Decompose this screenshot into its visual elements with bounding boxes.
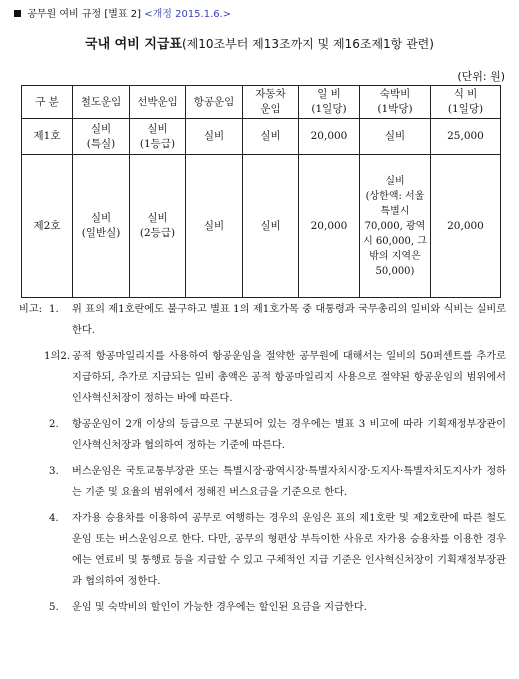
row2-rail	[73, 155, 130, 298]
remark-number: 5.	[49, 602, 59, 613]
remark-item	[19, 508, 506, 592]
header-air: 항공운임	[186, 86, 243, 119]
table-row	[22, 155, 501, 298]
remark-number: 3.	[49, 466, 59, 477]
remarks-prefix: 비고:	[19, 304, 43, 315]
header-lodging-line2: (1박당)	[377, 103, 413, 115]
remark-text: 자가용 승용차를 이용하여 공무로 여행하는 경우의 운임은 표의 제1호란 및 제2호란에 따른 철도운임 또는 버스운임으로 한다. 다만, 공무의 형편상 부득이한 사유로 자가용 승용차를 이용한 경우에는 연료비 및 통행료 등을 지급할 수 있고 구체적인 지급 기준은 인사혁신처장이 기획재정부장관과 협의하여 정한다.	[72, 513, 506, 587]
row2-rail-line2: (일반실)	[81, 227, 121, 239]
header-car-line1: 자동차	[255, 88, 286, 100]
header-lodging-line1: 숙박비	[379, 88, 411, 100]
row2-lodging: 실비 (상한액: 서울특별시 70,000, 광역시 60,000, 그 밖의 지역은 50,000)	[360, 155, 431, 298]
remark-item	[19, 299, 506, 341]
row1-ship-line2: (1등급)	[139, 137, 176, 150]
title-sub: (제10조부터 제13조까지 및 제16조제1항 관련)	[182, 37, 434, 51]
header-lodging	[360, 86, 431, 119]
row2-ship-line1: 실비	[147, 212, 168, 224]
row2-ship-line2: (2등급)	[139, 227, 176, 239]
regulation-name: 공무원 여비 규정	[27, 9, 102, 20]
remark-text: 버스운임은 국토교통부장관 또는 특별시장·광역시장·특별자치시장·도지사·특별자치도지사가 정하는 기준 및 요율의 범위에서 정해진 버스요금을 기준으로 한다.	[72, 466, 506, 498]
header-meal-line1: 식 비	[453, 88, 478, 100]
header-daily	[299, 86, 360, 119]
row2-rail-line1: 실비	[90, 212, 112, 224]
table-header-row	[22, 86, 501, 119]
header-ship: 선박운임	[130, 86, 186, 119]
header-category: 구 분	[22, 86, 73, 119]
row1-meal: 25,000	[431, 119, 501, 155]
remark-item	[19, 597, 506, 618]
row2-category: 제2호	[22, 155, 73, 298]
remark-number: 4.	[49, 513, 59, 524]
header-meal	[431, 86, 501, 119]
unit-label: (단위: 원)	[457, 70, 505, 83]
header-rail: 철도운임	[73, 86, 130, 119]
travel-expense-table	[21, 85, 501, 298]
remark-text: 운임 및 숙박비의 할인이 가능한 경우에는 할인된 요금을 지급한다.	[72, 602, 367, 613]
remarks-section	[19, 299, 506, 623]
remark-item	[19, 346, 506, 409]
page-title	[0, 36, 519, 53]
remark-number: 1.	[49, 304, 59, 315]
revision-date: <개정 2015.1.6.>	[144, 9, 232, 20]
remark-number: 1의2.	[44, 351, 71, 362]
header-daily-line1: 일 비	[317, 88, 341, 100]
header-meal-line2: (1일당)	[447, 103, 484, 115]
square-bullet-icon	[14, 10, 21, 17]
remark-number: 2.	[49, 419, 59, 430]
remark-item	[19, 461, 506, 503]
row1-lodging: 실비	[360, 119, 431, 155]
row2-ship	[130, 155, 186, 298]
title-main: 국내 여비 지급표	[85, 37, 182, 52]
header-daily-line2: (1일당)	[311, 103, 347, 115]
row1-car: 실비	[243, 119, 299, 155]
row1-rail	[73, 119, 130, 155]
row2-meal: 20,000	[431, 155, 501, 298]
remark-text: 위 표의 제1호란에도 불구하고 별표 1의 제1호가목 중 대통령과 국무총리의 일비와 식비는 실비로 한다.	[72, 304, 506, 336]
header-car-line2: 운임	[260, 103, 281, 115]
row1-rail-line1: 실비	[90, 122, 112, 135]
row2-daily: 20,000	[299, 155, 360, 298]
row1-ship-line1: 실비	[147, 122, 168, 135]
row1-ship	[130, 119, 186, 155]
row1-air: 실비	[186, 119, 243, 155]
row1-rail-line2: (특실)	[86, 137, 116, 150]
annex-label: [별표 2]	[104, 9, 142, 20]
header-car	[243, 86, 299, 119]
row1-category: 제1호	[22, 119, 73, 155]
regulation-header	[14, 8, 231, 22]
table-row	[22, 119, 501, 155]
row2-air: 실비	[186, 155, 243, 298]
row1-daily: 20,000	[299, 119, 360, 155]
remark-text: 항공운임이 2개 이상의 등급으로 구분되어 있는 경우에는 별표 3 비고에 따라 기획재정부장관이 인사혁신처장과 협의하여 정하는 기준에 따른다.	[72, 419, 506, 451]
row2-car: 실비	[243, 155, 299, 298]
remark-text: 공적 항공마일리지를 사용하여 항공운임을 절약한 공무원에 대해서는 일비의 50퍼센트를 추가로 지급하되, 추가로 지급되는 일비 총액은 공적 항공마일리지 사용으로 절약된 항공운임의 범위에서 인사혁신처장이 정하는 바에 따른다.	[72, 351, 506, 404]
remark-item	[19, 414, 506, 456]
